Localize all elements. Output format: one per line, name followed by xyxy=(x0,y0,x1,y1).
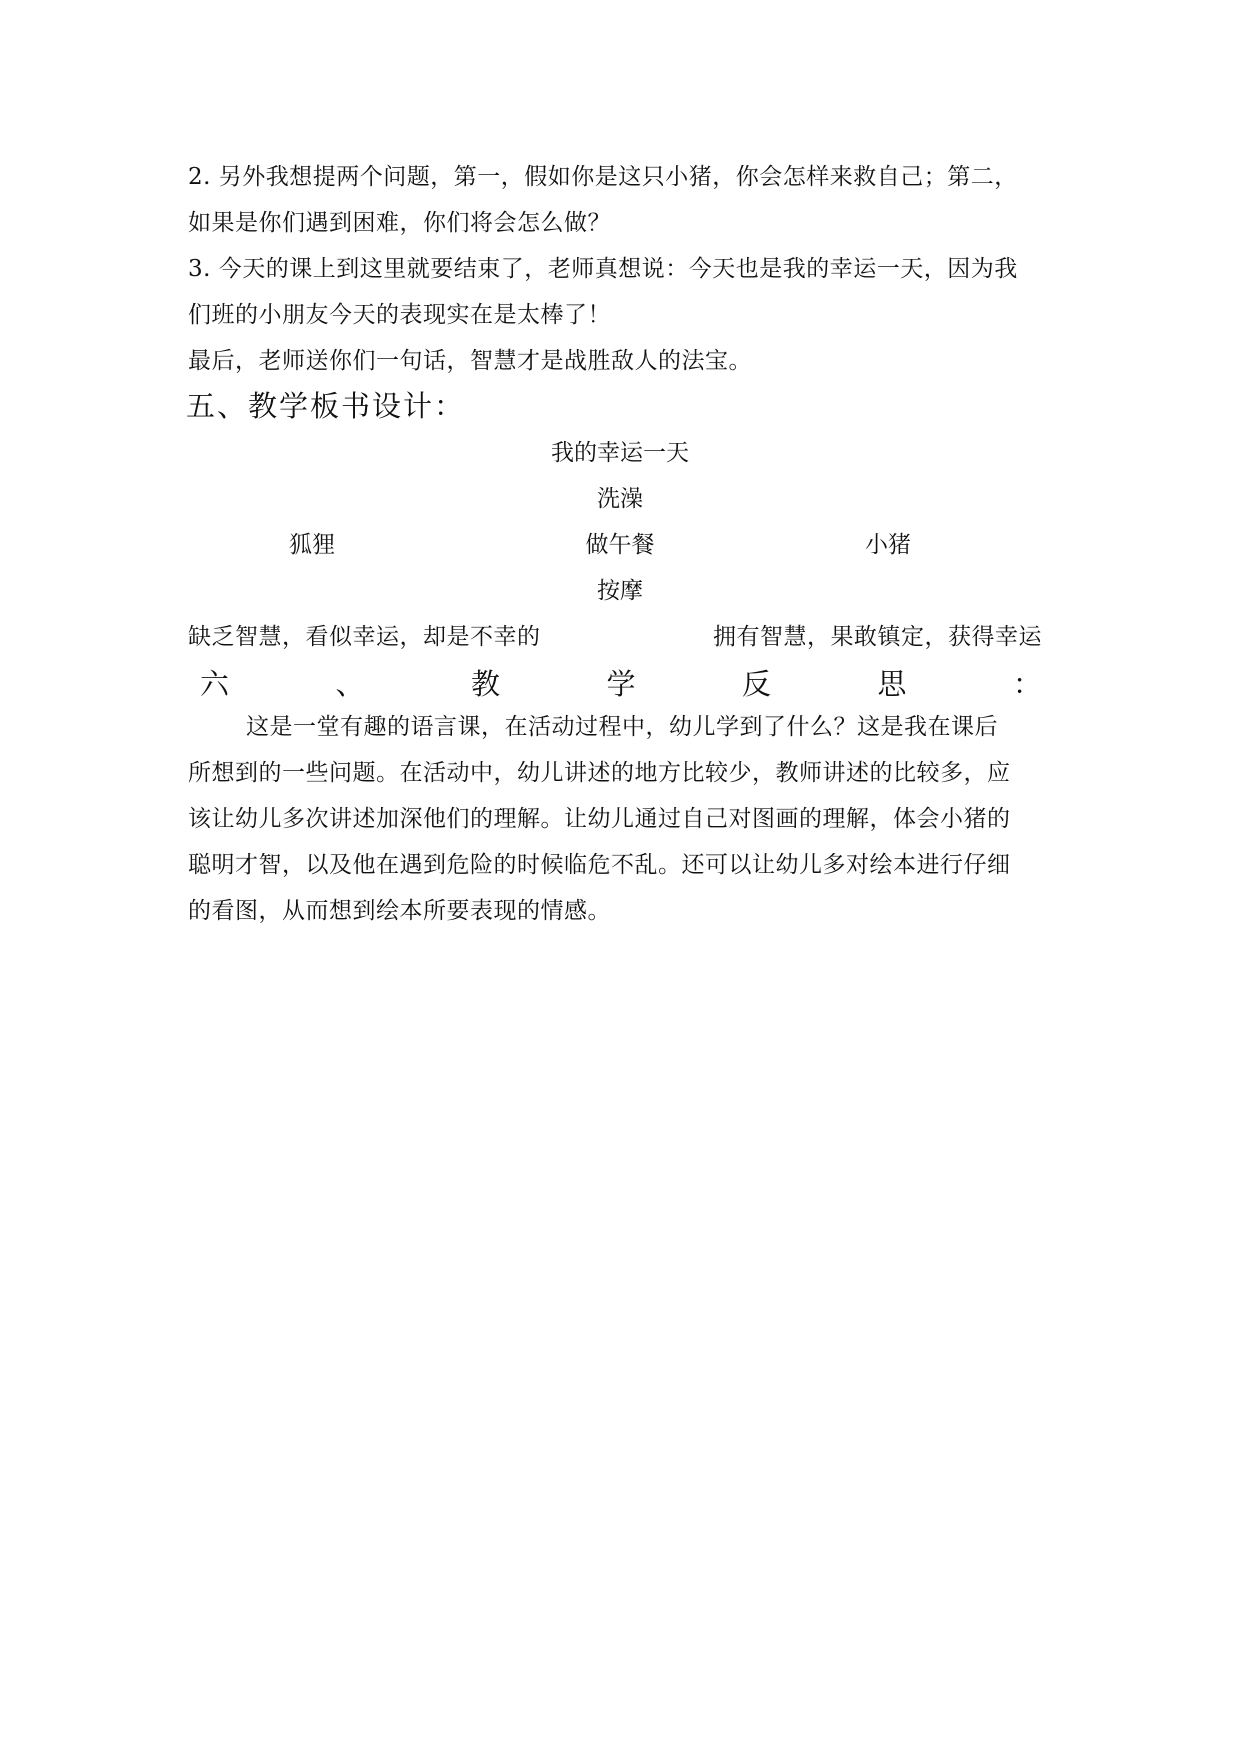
board-right: 小猪 xyxy=(865,532,911,558)
section6-heading-char: 反 xyxy=(741,667,771,701)
reflection-line2: 所想到的一些问题。在活动中，幼儿讲述的地方比较少，教师讲述的比较多，应 xyxy=(188,760,1011,786)
section6-heading-char: 六 xyxy=(200,667,230,701)
section6-heading-char: 、 xyxy=(335,667,365,701)
section6-heading-char: ： xyxy=(1012,667,1042,701)
board-middle: 做午餐 xyxy=(585,532,655,558)
item2-line2: 如果是你们遇到困难，你们将会怎么做？ xyxy=(188,210,611,236)
item3-line2: 们班的小朋友今天的表现实在是太棒了！ xyxy=(188,302,611,328)
board-right-conclusion: 拥有智慧，果敢镇定，获得幸运 xyxy=(713,624,1042,650)
section6-heading-char: 学 xyxy=(606,667,636,701)
board-left-conclusion: 缺乏智慧，看似幸运，却是不幸的 xyxy=(188,624,541,650)
board-top: 洗澡 xyxy=(597,486,643,512)
section6-heading-char: 教 xyxy=(470,667,500,701)
reflection-line5: 的看图，从而想到绘本所要表现的情感。 xyxy=(188,898,611,924)
reflection-line3: 该让幼儿多次讲述加深他们的理解。让幼儿通过自己对图画的理解，体会小猪的 xyxy=(188,806,1011,832)
item3-line1: 3. 今天的课上到这里就要结束了，老师真想说：今天也是我的幸运一天，因为我 xyxy=(188,256,1018,282)
board-left: 狐狸 xyxy=(289,532,335,558)
item2-line1: 2. 另外我想提两个问题，第一，假如你是这只小猪，你会怎样来救自己；第二， xyxy=(188,164,1018,190)
board-bottom: 按摩 xyxy=(597,578,643,604)
section5-heading: 五、教学板书设计： xyxy=(186,389,466,423)
reflection-line1: 这是一堂有趣的语言课，在活动过程中，幼儿学到了什么？这是我在课后 xyxy=(246,714,998,740)
section6-heading xyxy=(200,664,1042,704)
board-title: 我的幸运一天 xyxy=(551,440,689,466)
reflection-line4: 聪明才智，以及他在遇到危险的时候临危不乱。还可以让幼儿多对绘本进行仔细 xyxy=(188,852,1011,878)
section6-heading-char: 思 xyxy=(877,667,907,701)
closing-line: 最后，老师送你们一句话，智慧才是战胜敌人的法宝。 xyxy=(188,348,752,374)
